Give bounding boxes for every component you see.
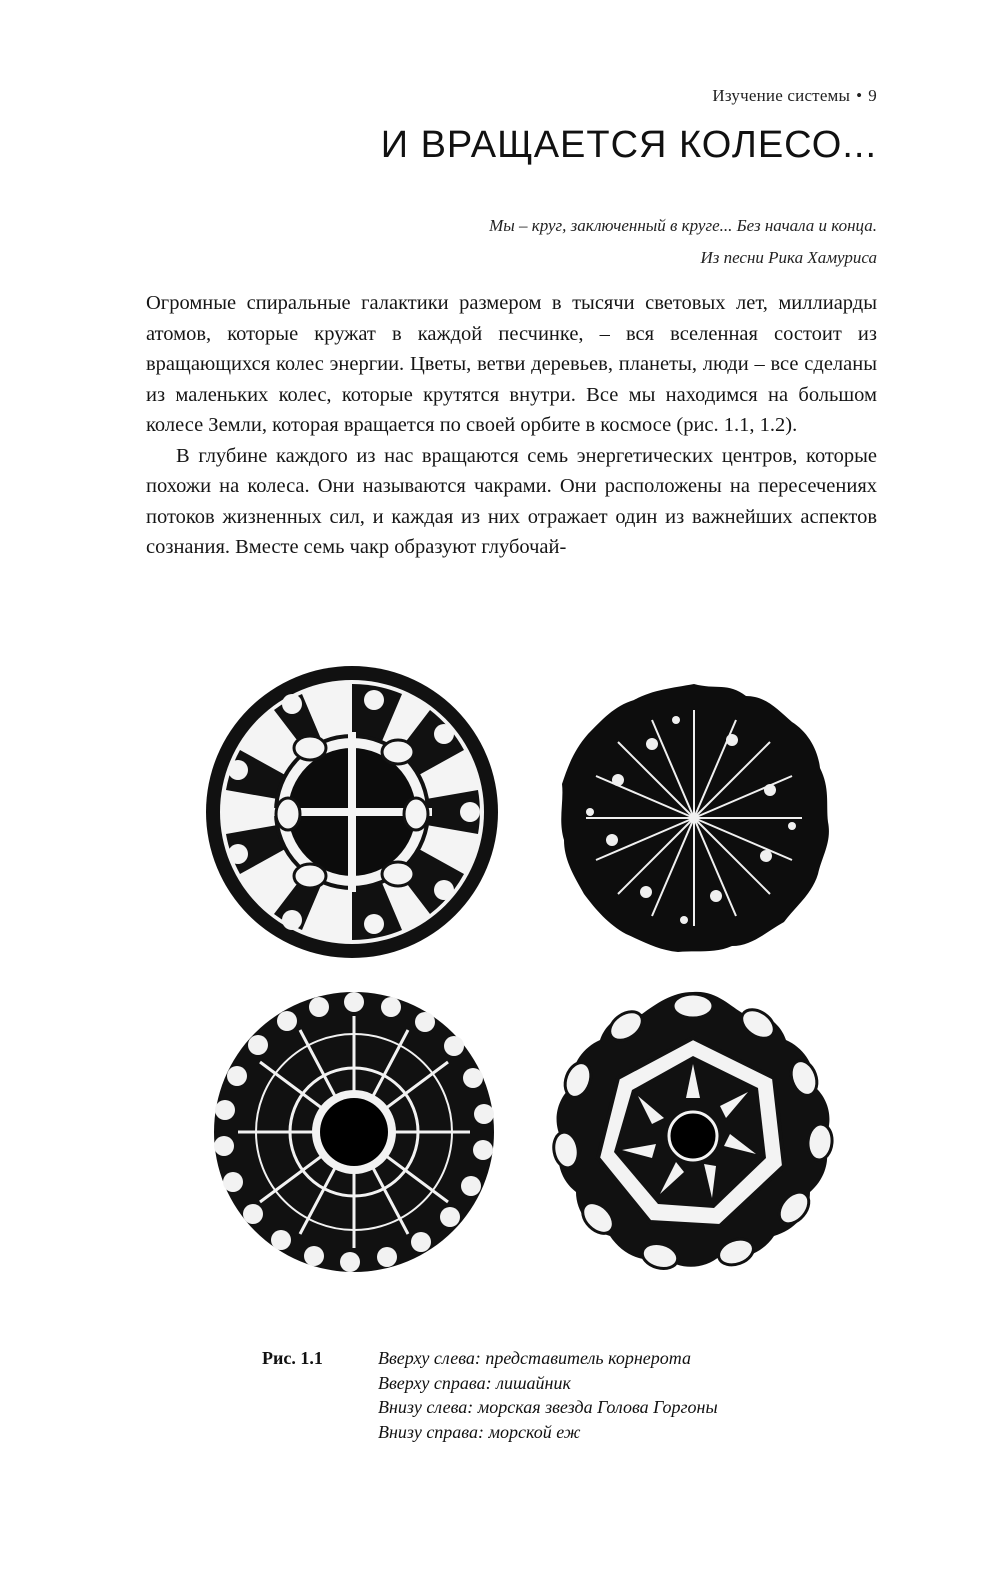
caption-line: Вверху слева: представитель корнерота xyxy=(378,1348,691,1368)
epigraph-attribution: Из песни Рика Хамуриса xyxy=(700,248,877,267)
cornerot-illustration xyxy=(202,662,502,962)
paragraph: Огромные спиральные галактики размером в тысячи световых лет, миллиарды атомов, которые кружат в каждой песчинке, – вся вселенная состоит из вращающихся колес энергии. Цветы, ветви деревьев, планеты, люди – все сделаны из маленьких колес, которые крутятся внутри. Все мы находимся на большом колесе Земли, которая вращается по своей орбите в космосе (рис. 1.1, 1.2). xyxy=(146,292,877,436)
caption-line: Внизу слева: морская звезда Голова Горгоны xyxy=(378,1397,718,1417)
bullet-separator: • xyxy=(856,86,863,105)
running-head-section: Изучение системы xyxy=(712,86,851,105)
basket-star-illustration xyxy=(208,986,500,1278)
page-number: 9 xyxy=(868,86,877,105)
caption-lines xyxy=(378,1346,718,1444)
sea-urchin-illustration xyxy=(548,986,838,1276)
paragraph: В глубине каждого из нас вращаются семь энергетических центров, которые похожи на колеса. Они называются чакрами. Они расположены на пересечениях потоков жизненных сил, и каждая из них отражает один из важнейших аспектов сознания. Вместе семь чакр образуют глубочай- xyxy=(146,444,877,558)
caption-line: Внизу справа: морской еж xyxy=(378,1421,581,1442)
figure-1-1 xyxy=(0,650,987,1310)
epigraph-quote: Мы – круг, заключенный в круге... Без начала и конца. xyxy=(489,216,877,235)
lichen-illustration xyxy=(556,680,832,956)
caption-line: Вверху справа: лишайник xyxy=(378,1372,571,1393)
body-text xyxy=(146,288,877,563)
epigraph xyxy=(489,210,877,274)
figure-label: Рис. 1.1 xyxy=(262,1348,323,1368)
chapter-title: И ВРАЩАЕТСЯ КОЛЕСО... xyxy=(380,124,877,166)
running-head xyxy=(712,86,877,106)
